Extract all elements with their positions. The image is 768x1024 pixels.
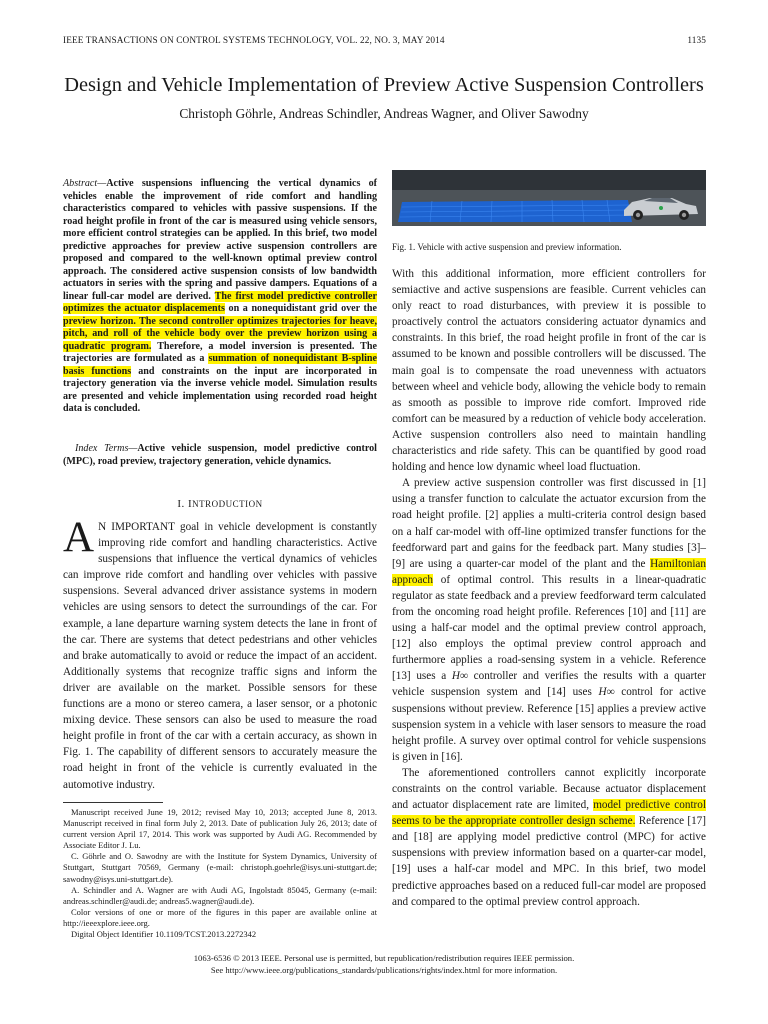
- section-numeral: I.: [177, 498, 188, 510]
- copyright-notice: [0, 952, 768, 976]
- abstract-text-2: on a nonequidistant grid over the: [224, 303, 377, 314]
- highlight-hamiltonian: Hamiltonian approach: [392, 557, 706, 586]
- copyright-line-1: 1063-6536 © 2013 IEEE. Personal use is permitted, but republication/redistribution requires IEEE permission.: [193, 953, 575, 963]
- prior-work-text-2: of optimal control. This results in a linear-quadratic regulator as state feedback and a preview feedforward term calculated from the oncoming road height profile. References [10] and [11] are using a half-car model and the optimal preview control approach, [12] also employs the optimal preview control approach and furthermore applies a road-sensing system in a vehicle. Reference [13] uses a: [392, 573, 706, 683]
- paper-title: Design and Vehicle Implementation of Preview Active Suspension Controllers: [64, 74, 704, 96]
- footnote-doi: Digital Object Identifier 10.1109/TCST.2013.2272342: [71, 929, 257, 940]
- figure-1-vehicle-preview: [392, 170, 706, 226]
- footnote-authors-stuttgart: C. Göhrle and O. Sawodny are with the Institute for System Dynamics, University of Stuttgart, Stuttgart 70569, Germany (e-mail: christoph.goehrle@isys.uni-stuttgart.de; sawodny@isys.uni-stuttgart.de).: [63, 851, 377, 884]
- section-initial: I: [188, 498, 193, 510]
- copyright-line-2: See http://www.ieee.org/publications_standards/publications/rights/index.html for more information.: [210, 965, 558, 975]
- abstract-highlight-2: preview horizon. The second controller optimizes trajectories for heave, pitch, and roll of the vehicle body over the preview horizon using a quadratic program.: [63, 315, 377, 352]
- section-title-rest: NTRODUCTION: [192, 499, 263, 509]
- abstract: [63, 178, 377, 416]
- right-column-text: [392, 266, 706, 910]
- page-number: 1135: [687, 36, 706, 46]
- paragraph-preview-benefits: With this additional information, more efficient controllers for semiactive and active suspensions are feasible. Current vehicles can only react to road disturbances, with preview it is possible to proactively control the actuators considering actuator dynamics and constraints. In this brief, the road height profile in front of the car is assumed to be known and possible controllers will be discussed. The main goal is to compensate the road unevenness with actuators between wheel and vehicle body, allowing the vehicle body to remain as smooth as possible to improve ride comfort. Improved ride comfort can be measured by a reduction of vehicle body acceleration. Active suspension controllers also need to maintain handling characteristics and ride safety. This can be quantified by good road holding and hence low dynamic wheel load fluctuation.: [392, 268, 706, 474]
- section-heading-introduction: [63, 498, 377, 510]
- drop-cap: A: [63, 514, 95, 561]
- prior-work-text-3: controller and verifies the results with a quarter vehicle suspension system and [14] uses: [392, 670, 706, 699]
- footnote-authors-audi: A. Schindler and A. Wagner are with Audi AG, Ingolstadt 85045, Germany (e-mail: andreas.schindler@audi.de; andreas5.wagner@audi.de).: [63, 884, 377, 906]
- author-list: Christoph Göhrle, Andreas Schindler, Andreas Wagner, and Oliver Sawodny: [179, 106, 589, 121]
- prior-work-text-1: A preview active suspension controller was first discussed in [1] using a transfer function to calculate the actuator excursion from the road height profile. [2] applies a multi-criteria control design based on a half car-model with off-line optimized transfer functions for the feedforward part and gains for the feedback part. Many studies [3]–[9] are using a quarter-car model of the plant and the: [392, 477, 706, 570]
- abstract-highlight-3: summation of nonequidistant B-spline basis functions: [63, 353, 377, 377]
- footnotes: [63, 807, 377, 940]
- intro-body: goal in vehicle development is constantly improving ride comfort and handling characteristics. Active suspensions that influence the vertical dynamics of vehicles can improve ride comfort and handling over vehicles with passive suspensions. Several advanced driver assistance systems in modern vehicles are using sensors to detect the surroundings of the car. For example, a lane departure warning system detects the lane in front of the car. There are systems that detect pedestrians and other vehicles and brake automatically to avoid or reduce the impact of an accident. Additionally systems that recognize traffic signs and inform the driver are available on the market. Possible sensors for these functions are a mono or stereo camera, a laser sensor, or a photonic mixing device. These sensors can also be used to measure the road height profile in front of the car with a certain accuracy, as shown in Fig. 1. The capability of different sensors to accurately measure the road height in front of the vehicle is currently evaluated in the automotive industry.: [63, 521, 377, 791]
- abstract-label: Abstract—: [63, 178, 107, 189]
- figure-1-caption: Fig. 1. Vehicle with active suspension and preview information.: [392, 242, 622, 252]
- paragraph-mpc-motivation: [392, 765, 706, 910]
- abstract-text-4: and constraints on the input are incorporated in trajectory generation via the inverse vehicle model. Simulation results are presented and vehicle implementation using recorded road height data is concluded.: [63, 365, 377, 414]
- h-infinity-symbol: H∞: [451, 670, 468, 683]
- abstract-text-3: Therefore, a model inversion is presented. The trajectories are formulated as a: [63, 340, 377, 364]
- prior-work-text-4: control for active suspensions without preview. Reference [15] applies a preview active suspension system in a vehicle with laser sensors to measure the road height profile. A survey over optimal control for vehicle suspensions is given in [16].: [392, 686, 706, 763]
- intro-lead: N IMPORTANT: [98, 521, 175, 533]
- paragraph-prior-work: [392, 475, 706, 765]
- highlight-mpc: model predictive control seems to be the appropriate controller design scheme.: [392, 799, 706, 828]
- h-infinity-symbol: H∞: [598, 686, 615, 699]
- index-terms-label: Index Terms—: [75, 443, 138, 454]
- mpc-text-1: The aforementioned controllers cannot explicitly incorporate constraints on the control variable. Because actuator displacement and actuator displacement rate are limited,: [392, 766, 706, 812]
- vehicle-preview-illustration: [392, 170, 706, 226]
- abstract-text-1: Active suspensions influencing the vertical dynamics of vehicles enable the improvement of ride comfort and handling characteristics compared to vehicles with passive suspensions. If the road height profile in front of the car is measured using vehicle sensors, more efficient control strategies can be applied. In this brief, two model predictive approaches for preview active suspension controllers are proposed and compared to the well-known optimal preview control approach. The considered active suspension consists of low bandwidth actuators in series with the spring and passive dampers. Equations of a linear full-car model are derived.: [63, 178, 377, 302]
- footnote-divider: [63, 802, 163, 803]
- footnote-manuscript: Manuscript received June 19, 2012; revised May 10, 2013; accepted June 8, 2013. Manuscript received in final form July 2, 2013. Date of publication July 26, 2013; date of current version April 17, 2014. This work was supported by Audi AG. Recommended by Associate Editor J. Lu.: [63, 807, 377, 851]
- footnote-color-versions: Color versions of one or more of the figures in this paper are available online at http://ieeexplore.ieee.org.: [63, 906, 377, 928]
- introduction-text: [63, 514, 377, 793]
- index-terms: [63, 443, 377, 468]
- index-terms-text: Active vehicle suspension, model predictive control (MPC), road preview, trajectory generation, vehicle dynamics.: [63, 443, 377, 467]
- mpc-text-2: Reference [17] and [18] are applying model predictive control (MPC) for active suspensions with preview information based on a quarter-car model, [19] uses a half-car model and MPC. In this brief, two model predictive approaches based on a reduced full-car model are proposed and compared to the optimal preview control approach.: [392, 815, 706, 908]
- abstract-highlight-1: The first model predictive controller optimizes the actuator displacements: [63, 290, 377, 314]
- running-header-journal: IEEE TRANSACTIONS ON CONTROL SYSTEMS TECHNOLOGY, VOL. 22, NO. 3, MAY 2014: [63, 36, 445, 46]
